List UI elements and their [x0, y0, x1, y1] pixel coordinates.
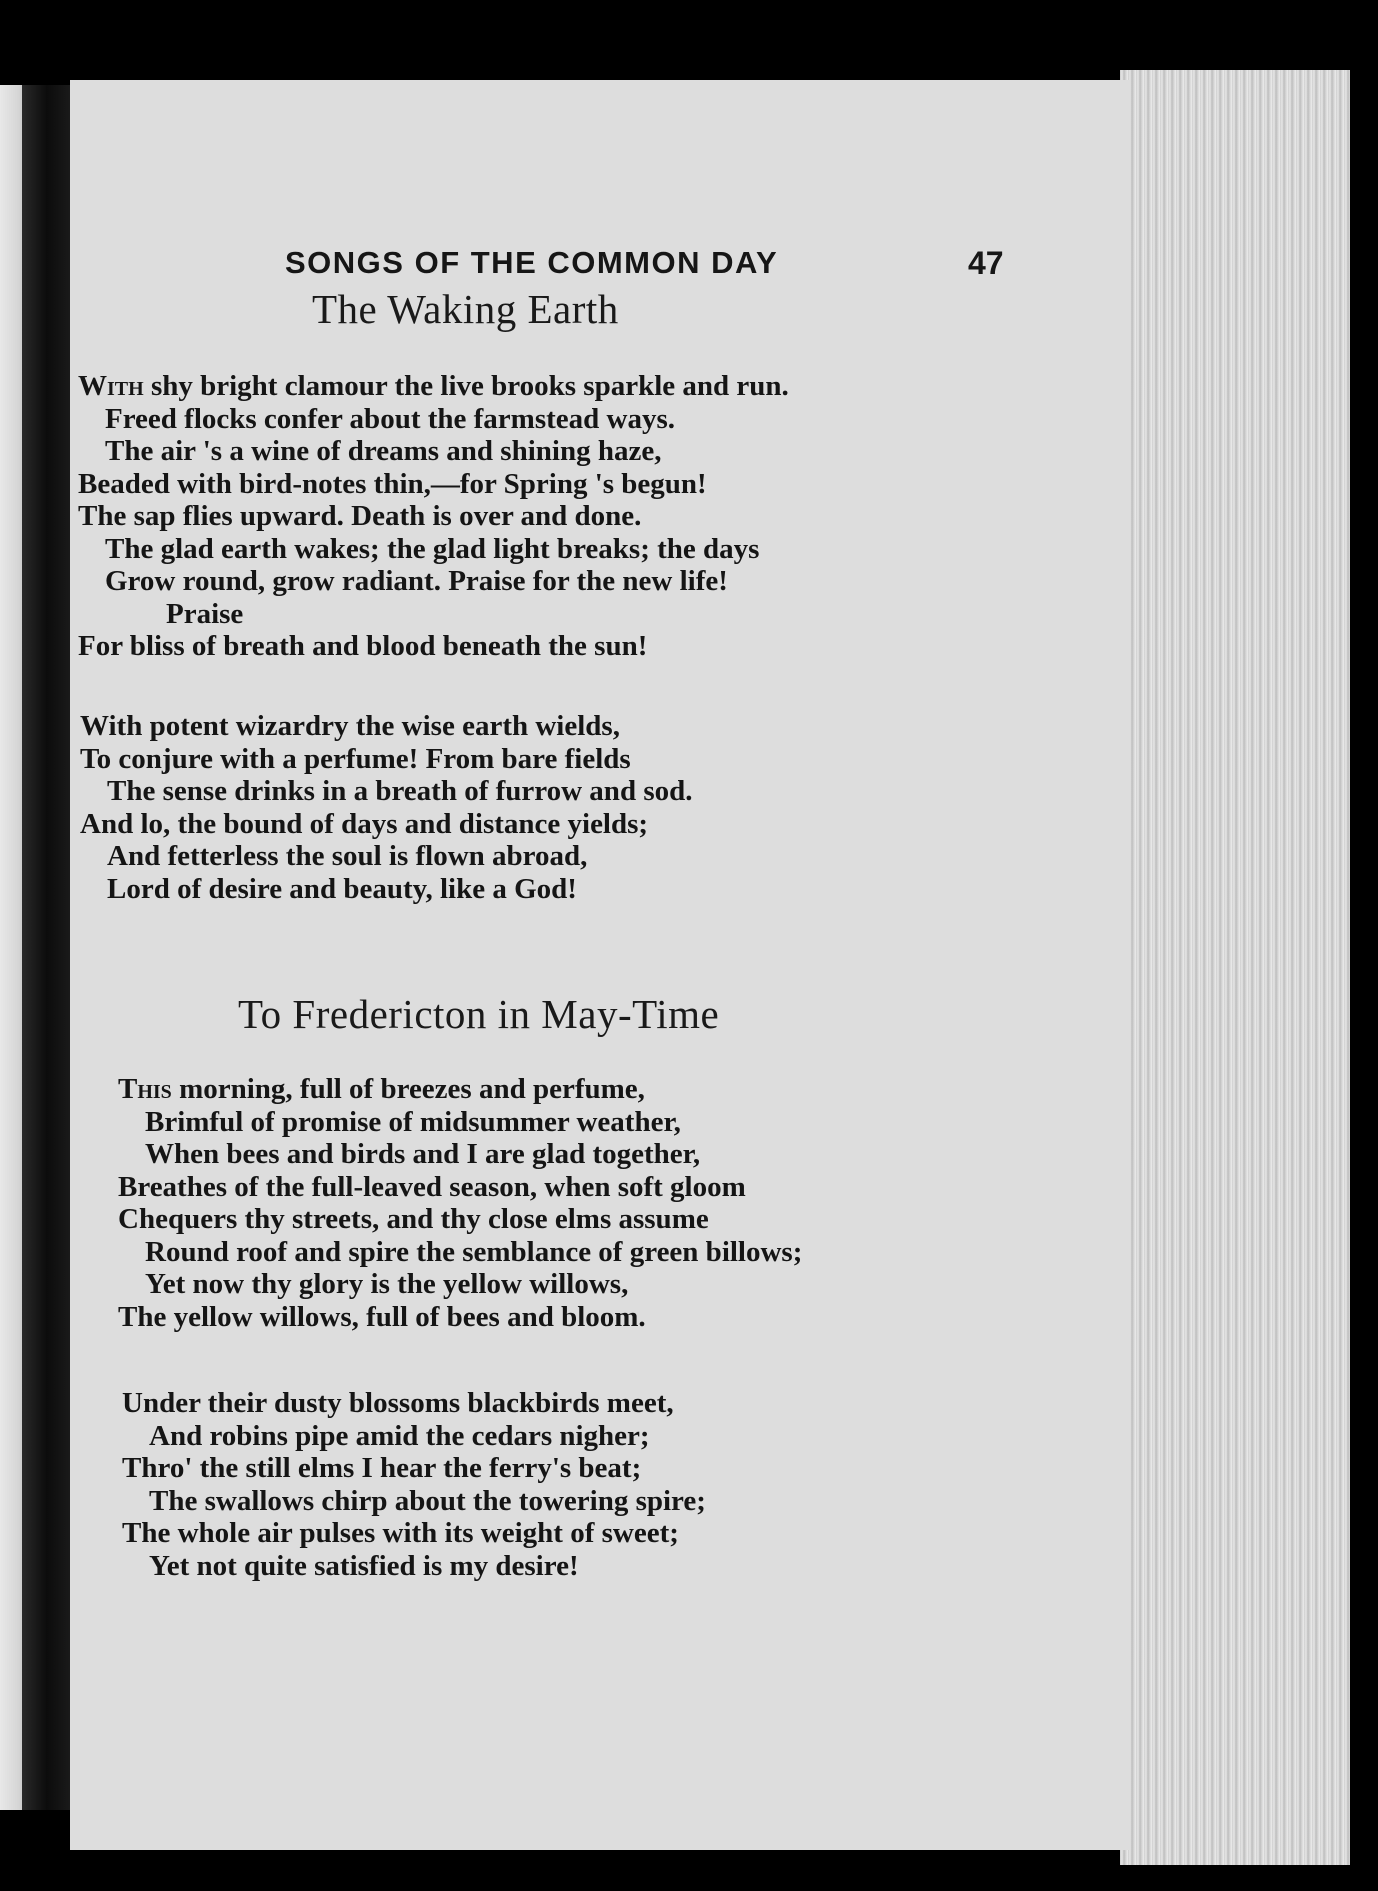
- poem-line: Brimful of promise of midsummer weather,: [145, 1105, 681, 1138]
- poem-line: The yellow willows, full of bees and bloom.: [118, 1300, 646, 1333]
- poem-line: The whole air pulses with its weight of sweet;: [122, 1517, 679, 1549]
- poem-line: Yet now thy glory is the yellow willows,: [145, 1268, 629, 1300]
- poem-line: And lo, the bound of days and distance yields;: [80, 807, 649, 840]
- poem-line: Yet not quite satisfied is my desire!: [149, 1549, 579, 1582]
- page-number: 47: [968, 245, 1004, 281]
- poem-line: The air 's a wine of dreams and shining haze,: [105, 435, 662, 467]
- poem-line: [118, 1073, 1018, 1106]
- poem-line: Grow round, grow radiant. Praise for the new life!: [105, 565, 728, 597]
- poem-line: Freed flocks confer about the farmstead ways.: [105, 402, 675, 435]
- stanza: [80, 710, 980, 905]
- poem-line: The swallows chirp about the towering spire;: [149, 1484, 706, 1517]
- line-text: shy bright clamour the live brooks sparkle and run.: [143, 370, 789, 402]
- poem-line: With potent wizardry the wise earth wields,: [80, 710, 620, 742]
- poem-line: Lord of desire and beauty, like a God!: [107, 872, 577, 905]
- poem-line: Thro' the still elms I hear the ferry's beat;: [122, 1452, 642, 1484]
- poem-line: Praise: [166, 597, 244, 630]
- poem-line: Beaded with bird-notes thin,—for Spring 's begun!: [78, 467, 707, 500]
- book-page: [70, 80, 1130, 1850]
- poem-line: And robins pipe amid the cedars nigher;: [149, 1419, 650, 1452]
- poem-title: The Waking Earth: [312, 286, 619, 332]
- poem-line: For bliss of breath and blood beneath the sun!: [78, 630, 648, 662]
- page-stack-edge: [1120, 70, 1350, 1865]
- poem-line: Round roof and spire the semblance of green billows;: [145, 1235, 803, 1268]
- initial-word: This: [118, 1073, 172, 1105]
- book-gutter: [22, 85, 77, 1810]
- stanza: [122, 1387, 1022, 1582]
- poem-line: Breathes of the full-leaved season, when soft gloom: [118, 1170, 746, 1203]
- poem-line: [78, 370, 978, 403]
- stanza: [118, 1073, 1018, 1333]
- poem-line: The glad earth wakes; the glad light breaks; the days: [105, 532, 760, 565]
- poem-line: When bees and birds and I are glad together,: [145, 1138, 701, 1170]
- poem-line: Chequers thy streets, and thy close elms assume: [118, 1203, 709, 1235]
- line-text: morning, full of breezes and perfume,: [171, 1073, 645, 1105]
- poem-title: To Fredericton in May-Time: [238, 991, 720, 1037]
- poem-line: And fetterless the soul is flown abroad,: [107, 840, 588, 872]
- poem-line: To conjure with a perfume! From bare fields: [80, 742, 631, 775]
- poem-line: Under their dusty blossoms blackbirds meet,: [122, 1387, 674, 1419]
- stanza: [78, 370, 978, 663]
- initial-word: With: [78, 370, 144, 402]
- running-head: SONGS OF THE COMMON DAY: [285, 245, 779, 280]
- poem-line: The sap flies upward. Death is over and done.: [78, 500, 642, 532]
- poem-line: The sense drinks in a breath of furrow and sod.: [107, 775, 693, 807]
